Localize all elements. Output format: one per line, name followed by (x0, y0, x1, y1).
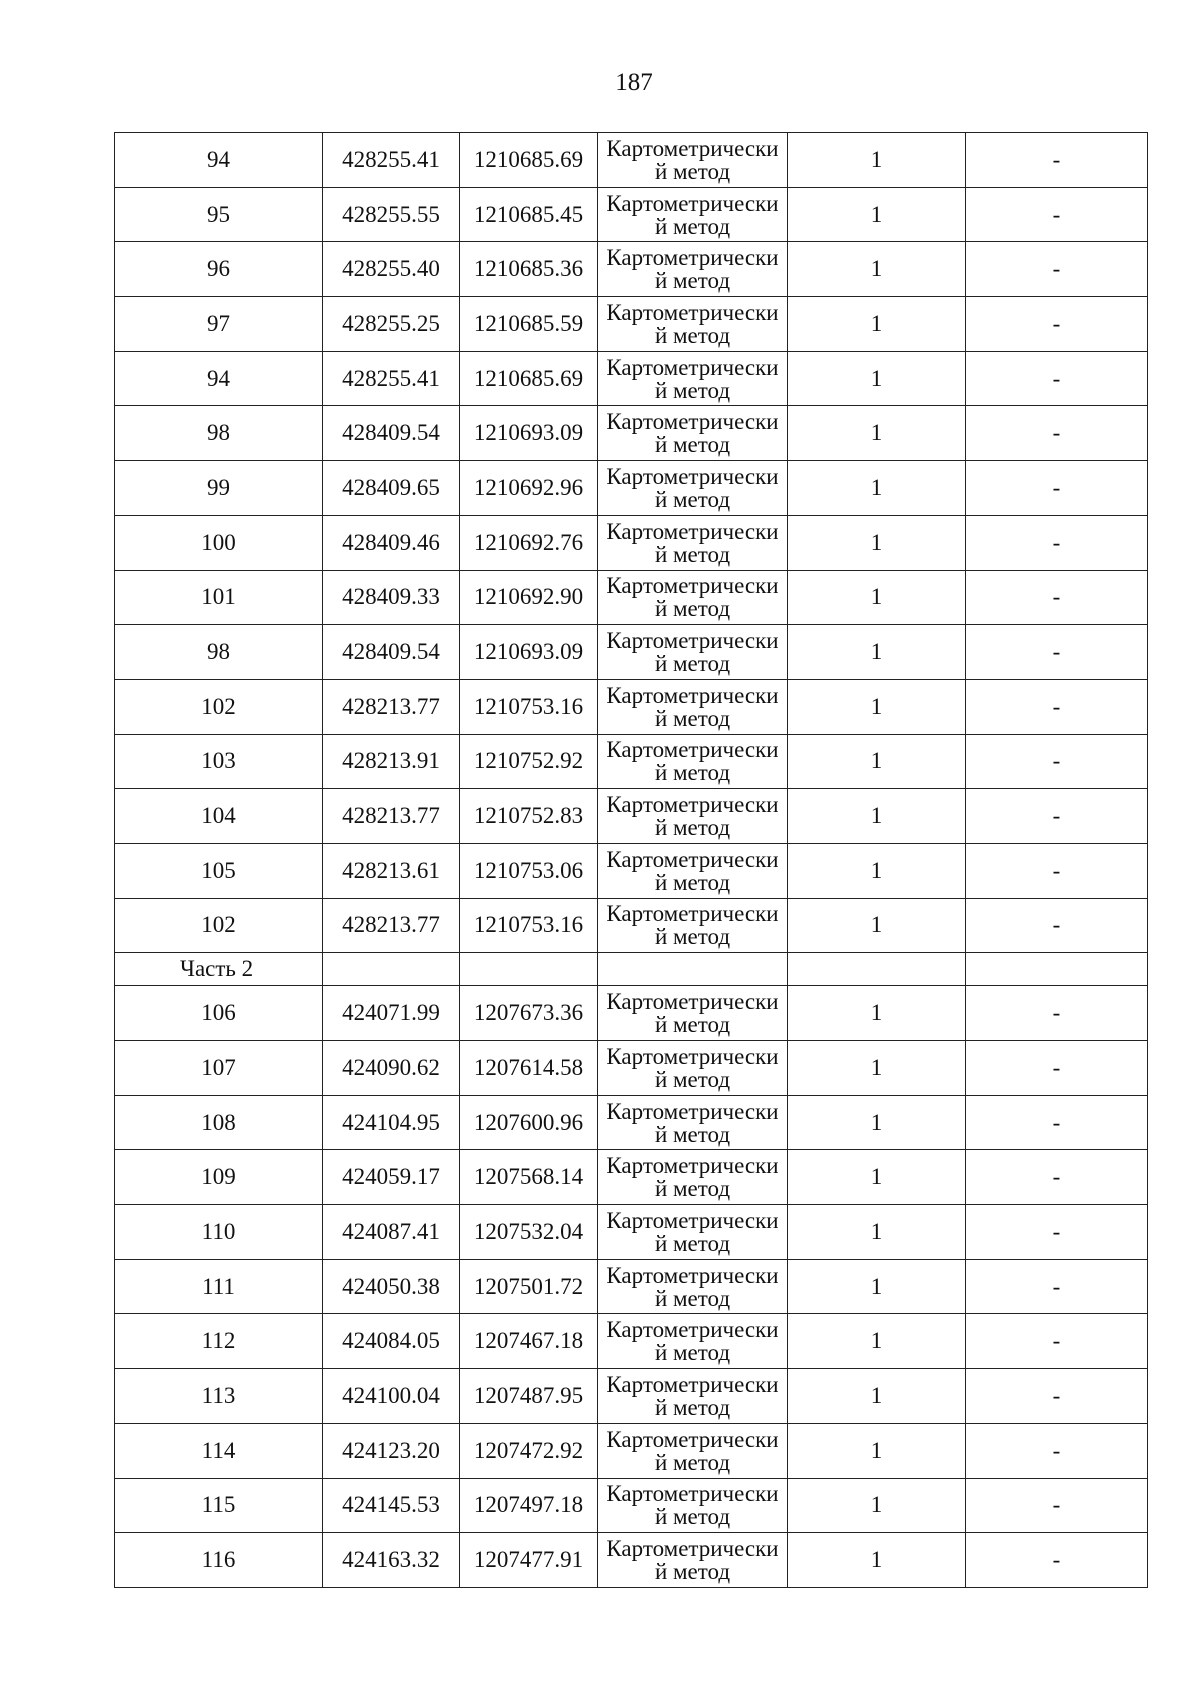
note-cell: - (966, 1095, 1148, 1150)
point-number-cell: 95 (115, 187, 323, 242)
x-coordinate-cell: 424090.62 (323, 1041, 460, 1096)
accuracy-cell: 1 (788, 461, 966, 516)
method-text-line-1: Картометрически (606, 1262, 779, 1288)
x-coordinate-cell: 424145.53 (323, 1478, 460, 1533)
table-row (115, 133, 1148, 188)
y-coordinate-cell: 1207673.36 (460, 986, 598, 1041)
method-text-line-1: Картометрически (606, 846, 779, 872)
method-cell (598, 461, 788, 516)
method-text-line-2: й метод (654, 1559, 731, 1585)
method-cell (598, 986, 788, 1041)
method-cell (598, 1314, 788, 1369)
accuracy-cell: 1 (788, 351, 966, 406)
point-number-cell: 102 (115, 679, 323, 734)
y-coordinate-cell: 1210693.09 (460, 625, 598, 680)
method-cell (598, 351, 788, 406)
point-number-cell: 97 (115, 297, 323, 352)
method-text-line-2: й метод (654, 1012, 731, 1038)
x-coordinate-cell: 424059.17 (323, 1150, 460, 1205)
accuracy-cell: 1 (788, 789, 966, 844)
table-row (115, 1478, 1148, 1533)
point-number-cell: 105 (115, 843, 323, 898)
point-number-cell: 114 (115, 1423, 323, 1478)
empty-cell (598, 953, 788, 986)
y-coordinate-cell: 1210753.06 (460, 843, 598, 898)
point-number-cell: 116 (115, 1533, 323, 1588)
method-text-line-2: й метод (654, 596, 731, 622)
method-text-line-2: й метод (654, 432, 731, 458)
table-row (115, 986, 1148, 1041)
note-cell: - (966, 734, 1148, 789)
accuracy-cell: 1 (788, 1205, 966, 1260)
x-coordinate-cell: 424123.20 (323, 1423, 460, 1478)
table-row (115, 461, 1148, 516)
accuracy-cell: 1 (788, 515, 966, 570)
coordinates-table (114, 132, 1148, 1588)
table-row (115, 625, 1148, 680)
note-cell: - (966, 1150, 1148, 1205)
x-coordinate-cell: 428255.40 (323, 242, 460, 297)
method-cell (598, 406, 788, 461)
method-text-line-1: Картометрически (606, 737, 779, 763)
method-cell (598, 570, 788, 625)
method-text-line-2: й метод (654, 1121, 731, 1147)
accuracy-cell: 1 (788, 843, 966, 898)
x-coordinate-cell: 428213.91 (323, 734, 460, 789)
accuracy-cell: 1 (788, 1259, 966, 1314)
table-row (115, 1423, 1148, 1478)
method-cell (598, 1423, 788, 1478)
y-coordinate-cell: 1210753.16 (460, 898, 598, 953)
method-text-line-2: й метод (654, 322, 731, 348)
note-cell: - (966, 1259, 1148, 1314)
method-cell (598, 1259, 788, 1314)
x-coordinate-cell: 428255.41 (323, 351, 460, 406)
note-cell: - (966, 1314, 1148, 1369)
note-cell: - (966, 297, 1148, 352)
y-coordinate-cell: 1210692.76 (460, 515, 598, 570)
table-row (115, 1369, 1148, 1424)
x-coordinate-cell: 424050.38 (323, 1259, 460, 1314)
y-coordinate-cell: 1210685.69 (460, 351, 598, 406)
accuracy-cell: 1 (788, 187, 966, 242)
method-text-line-2: й метод (654, 541, 731, 567)
method-text-line-1: Картометрически (606, 354, 779, 380)
accuracy-cell: 1 (788, 297, 966, 352)
table-row (115, 406, 1148, 461)
point-number-cell: 98 (115, 625, 323, 680)
point-number-cell: 113 (115, 1369, 323, 1424)
method-cell (598, 515, 788, 570)
x-coordinate-cell: 424084.05 (323, 1314, 460, 1369)
table-row (115, 789, 1148, 844)
note-cell: - (966, 1533, 1148, 1588)
method-text-line-2: й метод (654, 1066, 731, 1092)
accuracy-cell: 1 (788, 986, 966, 1041)
empty-cell (323, 953, 460, 986)
point-number-cell: 103 (115, 734, 323, 789)
method-cell (598, 1533, 788, 1588)
table-row (115, 187, 1148, 242)
method-text-line-2: й метод (654, 268, 731, 294)
accuracy-cell: 1 (788, 1423, 966, 1478)
accuracy-cell: 1 (788, 242, 966, 297)
x-coordinate-cell: 424163.32 (323, 1533, 460, 1588)
accuracy-cell: 1 (788, 1369, 966, 1424)
table-row (115, 570, 1148, 625)
y-coordinate-cell: 1207467.18 (460, 1314, 598, 1369)
note-cell: - (966, 1369, 1148, 1424)
point-number-cell: 111 (115, 1259, 323, 1314)
method-cell (598, 1478, 788, 1533)
y-coordinate-cell: 1207497.18 (460, 1478, 598, 1533)
y-coordinate-cell: 1207600.96 (460, 1095, 598, 1150)
note-cell: - (966, 1041, 1148, 1096)
method-cell (598, 187, 788, 242)
method-text-line-2: й метод (654, 1504, 731, 1530)
method-text-line-2: й метод (654, 869, 731, 895)
x-coordinate-cell: 424100.04 (323, 1369, 460, 1424)
point-number-cell: 94 (115, 133, 323, 188)
table-row (115, 1533, 1148, 1588)
method-text-line-2: й метод (654, 1394, 731, 1420)
note-cell: - (966, 789, 1148, 844)
method-text-line-1: Картометрически (606, 682, 779, 708)
point-number-cell: 110 (115, 1205, 323, 1260)
y-coordinate-cell: 1207614.58 (460, 1041, 598, 1096)
point-number-cell: 98 (115, 406, 323, 461)
accuracy-cell: 1 (788, 734, 966, 789)
page-number: 187 (615, 69, 653, 96)
x-coordinate-cell: 428213.77 (323, 898, 460, 953)
method-text-line-1: Картометрически (606, 409, 779, 435)
accuracy-cell: 1 (788, 570, 966, 625)
method-cell (598, 1205, 788, 1260)
method-cell (598, 1095, 788, 1150)
note-cell: - (966, 515, 1148, 570)
x-coordinate-cell: 424071.99 (323, 986, 460, 1041)
point-number-cell: 94 (115, 351, 323, 406)
table-row (115, 1150, 1148, 1205)
method-text-line-2: й метод (654, 377, 731, 403)
method-text-line-1: Картометрически (606, 299, 779, 325)
y-coordinate-cell: 1210753.16 (460, 679, 598, 734)
point-number-cell: 107 (115, 1041, 323, 1096)
table-body-part-2 (115, 986, 1148, 1588)
method-text-line-1: Картометрически (606, 1371, 779, 1397)
y-coordinate-cell: 1210752.92 (460, 734, 598, 789)
method-text-line-2: й метод (654, 1176, 731, 1202)
accuracy-cell: 1 (788, 679, 966, 734)
y-coordinate-cell: 1207487.95 (460, 1369, 598, 1424)
method-cell (598, 789, 788, 844)
point-number-cell: 109 (115, 1150, 323, 1205)
empty-cell (788, 953, 966, 986)
method-cell (598, 734, 788, 789)
y-coordinate-cell: 1210693.09 (460, 406, 598, 461)
point-number-cell: 104 (115, 789, 323, 844)
note-cell: - (966, 1478, 1148, 1533)
method-text-line-2: й метод (654, 158, 731, 184)
accuracy-cell: 1 (788, 1041, 966, 1096)
table-row (115, 679, 1148, 734)
point-number-cell: 96 (115, 242, 323, 297)
table-row (115, 351, 1148, 406)
x-coordinate-cell: 428409.65 (323, 461, 460, 516)
section-header-row (115, 953, 1148, 986)
table-row (115, 1095, 1148, 1150)
method-text-line-1: Картометрически (606, 518, 779, 544)
empty-cell (460, 953, 598, 986)
table-body-part-1 (115, 133, 1148, 953)
method-text-line-2: й метод (654, 213, 731, 239)
y-coordinate-cell: 1210685.45 (460, 187, 598, 242)
note-cell: - (966, 1205, 1148, 1260)
x-coordinate-cell: 428213.61 (323, 843, 460, 898)
note-cell: - (966, 133, 1148, 188)
table-row (115, 515, 1148, 570)
y-coordinate-cell: 1210685.69 (460, 133, 598, 188)
method-text-line-1: Картометрически (606, 190, 779, 216)
y-coordinate-cell: 1207532.04 (460, 1205, 598, 1260)
accuracy-cell: 1 (788, 1150, 966, 1205)
method-text-line-1: Картометрически (606, 1098, 779, 1124)
method-text-line-1: Картометрически (606, 901, 779, 927)
note-cell: - (966, 1423, 1148, 1478)
accuracy-cell: 1 (788, 625, 966, 680)
method-text-line-1: Картометрически (606, 1426, 779, 1452)
x-coordinate-cell: 428409.54 (323, 406, 460, 461)
point-number-cell: 106 (115, 986, 323, 1041)
table-row (115, 898, 1148, 953)
method-text-line-2: й метод (654, 1449, 731, 1475)
method-text-line-1: Картометрически (606, 463, 779, 489)
section-row-group (115, 953, 1148, 986)
method-text-line-2: й метод (654, 815, 731, 841)
method-text-line-2: й метод (654, 1285, 731, 1311)
method-text-line-1: Картометрически (606, 1153, 779, 1179)
x-coordinate-cell: 428409.33 (323, 570, 460, 625)
method-cell (598, 1041, 788, 1096)
y-coordinate-cell: 1210692.96 (460, 461, 598, 516)
y-coordinate-cell: 1210685.36 (460, 242, 598, 297)
accuracy-cell: 1 (788, 1095, 966, 1150)
section-label: Часть 2 (115, 953, 323, 986)
note-cell: - (966, 351, 1148, 406)
point-number-cell: 112 (115, 1314, 323, 1369)
method-text-line-2: й метод (654, 1340, 731, 1366)
method-text-line-1: Картометрически (606, 1536, 779, 1562)
x-coordinate-cell: 428409.54 (323, 625, 460, 680)
method-text-line-2: й метод (654, 486, 731, 512)
method-cell (598, 1150, 788, 1205)
method-text-line-1: Картометрически (606, 1317, 779, 1343)
note-cell: - (966, 570, 1148, 625)
method-text-line-1: Картометрически (606, 1481, 779, 1507)
note-cell: - (966, 986, 1148, 1041)
method-cell (598, 1369, 788, 1424)
point-number-cell: 100 (115, 515, 323, 570)
x-coordinate-cell: 428213.77 (323, 789, 460, 844)
accuracy-cell: 1 (788, 1533, 966, 1588)
point-number-cell: 102 (115, 898, 323, 953)
empty-cell (966, 953, 1148, 986)
x-coordinate-cell: 428255.25 (323, 297, 460, 352)
x-coordinate-cell: 428409.46 (323, 515, 460, 570)
method-cell (598, 679, 788, 734)
table-row (115, 1259, 1148, 1314)
note-cell: - (966, 679, 1148, 734)
method-text-line-1: Картометрически (606, 628, 779, 654)
y-coordinate-cell: 1210692.90 (460, 570, 598, 625)
note-cell: - (966, 406, 1148, 461)
table-row (115, 297, 1148, 352)
method-cell (598, 898, 788, 953)
note-cell: - (966, 898, 1148, 953)
table-row (115, 734, 1148, 789)
method-text-line-2: й метод (654, 705, 731, 731)
x-coordinate-cell: 424104.95 (323, 1095, 460, 1150)
table-row (115, 843, 1148, 898)
table-row (115, 1314, 1148, 1369)
accuracy-cell: 1 (788, 1314, 966, 1369)
y-coordinate-cell: 1207477.91 (460, 1533, 598, 1588)
y-coordinate-cell: 1207472.92 (460, 1423, 598, 1478)
method-text-line-1: Картометрически (606, 989, 779, 1015)
note-cell: - (966, 625, 1148, 680)
method-text-line-1: Картометрически (606, 573, 779, 599)
note-cell: - (966, 843, 1148, 898)
note-cell: - (966, 461, 1148, 516)
method-text-line-1: Картометрически (606, 1043, 779, 1069)
table-row (115, 242, 1148, 297)
point-number-cell: 108 (115, 1095, 323, 1150)
point-number-cell: 99 (115, 461, 323, 516)
method-cell (598, 843, 788, 898)
x-coordinate-cell: 428255.55 (323, 187, 460, 242)
method-text-line-2: й метод (654, 924, 731, 950)
accuracy-cell: 1 (788, 1478, 966, 1533)
point-number-cell: 101 (115, 570, 323, 625)
table-row (115, 1205, 1148, 1260)
y-coordinate-cell: 1210752.83 (460, 789, 598, 844)
method-text-line-1: Картометрически (606, 135, 779, 161)
table-row (115, 1041, 1148, 1096)
accuracy-cell: 1 (788, 133, 966, 188)
note-cell: - (966, 242, 1148, 297)
accuracy-cell: 1 (788, 898, 966, 953)
method-text-line-2: й метод (654, 1230, 731, 1256)
x-coordinate-cell: 428213.77 (323, 679, 460, 734)
point-number-cell: 115 (115, 1478, 323, 1533)
x-coordinate-cell: 424087.41 (323, 1205, 460, 1260)
method-text-line-2: й метод (654, 651, 731, 677)
x-coordinate-cell: 428255.41 (323, 133, 460, 188)
method-cell (598, 297, 788, 352)
method-text-line-2: й метод (654, 760, 731, 786)
method-text-line-1: Картометрически (606, 1207, 779, 1233)
method-text-line-1: Картометрически (606, 245, 779, 271)
y-coordinate-cell: 1207568.14 (460, 1150, 598, 1205)
method-cell (598, 625, 788, 680)
accuracy-cell: 1 (788, 406, 966, 461)
method-cell (598, 242, 788, 297)
y-coordinate-cell: 1210685.59 (460, 297, 598, 352)
note-cell: - (966, 187, 1148, 242)
method-cell (598, 133, 788, 188)
method-text-line-1: Картометрически (606, 792, 779, 818)
y-coordinate-cell: 1207501.72 (460, 1259, 598, 1314)
